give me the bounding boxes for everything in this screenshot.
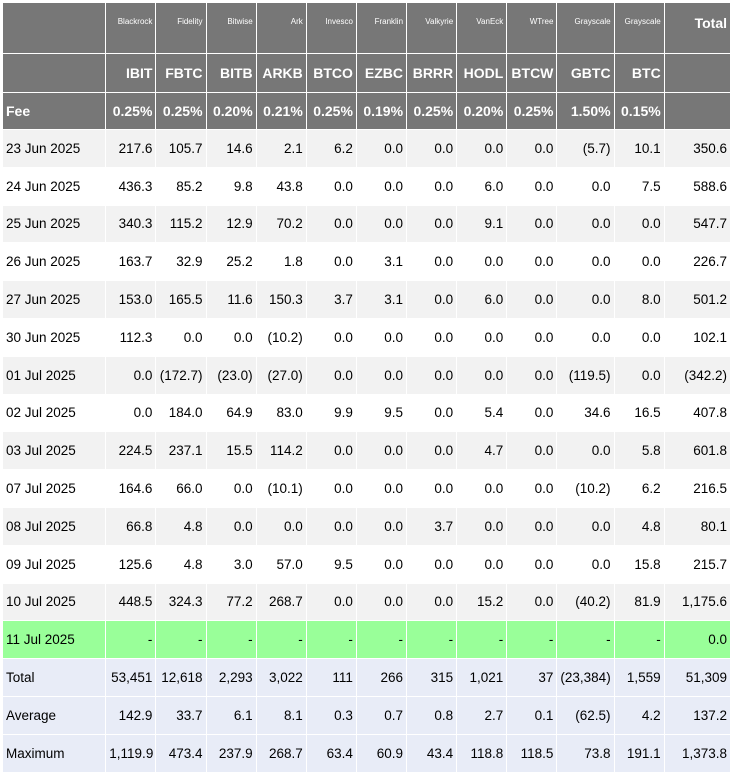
flow-cell: 15.2 bbox=[457, 583, 507, 621]
table-row bbox=[3, 545, 731, 583]
summary-cell: 3,022 bbox=[256, 659, 306, 697]
row-total: 501.2 bbox=[664, 281, 730, 319]
flow-cell: 66.0 bbox=[156, 470, 206, 508]
flow-cell: 3.1 bbox=[356, 243, 406, 281]
flow-cell: 448.5 bbox=[106, 583, 156, 621]
summary-cell: 1,021 bbox=[457, 659, 507, 697]
flow-cell: 3.0 bbox=[206, 545, 256, 583]
flow-cell: 11.6 bbox=[206, 281, 256, 319]
header-ticker-row bbox=[3, 54, 731, 93]
flow-cell: 0.0 bbox=[507, 130, 557, 168]
flow-cell: 9.1 bbox=[457, 205, 507, 243]
etf-flow-table bbox=[2, 2, 731, 773]
flow-cell: 0.0 bbox=[457, 130, 507, 168]
summary-label: Total bbox=[3, 659, 106, 697]
flow-cell: 0.0 bbox=[356, 507, 406, 545]
ticker-symbol: BRRR bbox=[407, 54, 457, 93]
flow-cell: (5.7) bbox=[557, 130, 614, 168]
row-date: 23 Jun 2025 bbox=[3, 130, 106, 168]
flow-cell: - bbox=[256, 621, 306, 659]
row-date: 26 Jun 2025 bbox=[3, 243, 106, 281]
flow-cell: 6.2 bbox=[614, 470, 664, 508]
row-total: 0.0 bbox=[664, 621, 730, 659]
row-date: 07 Jul 2025 bbox=[3, 470, 106, 508]
summary-cell: 8.1 bbox=[256, 697, 306, 735]
row-total: 80.1 bbox=[664, 507, 730, 545]
flow-cell: 0.0 bbox=[457, 507, 507, 545]
issuer-name: Invesco bbox=[306, 3, 356, 54]
flow-cell: 0.0 bbox=[407, 281, 457, 319]
flow-cell: 0.0 bbox=[206, 318, 256, 356]
flow-cell: 0.0 bbox=[407, 205, 457, 243]
flow-cell: 0.0 bbox=[407, 432, 457, 470]
flow-cell: 0.0 bbox=[407, 167, 457, 205]
flow-cell: 0.0 bbox=[457, 470, 507, 508]
summary-cell: 0.8 bbox=[407, 697, 457, 735]
issuer-name: Blackrock bbox=[106, 3, 156, 54]
flow-cell: 0.0 bbox=[306, 507, 356, 545]
flow-cell: 6.2 bbox=[306, 130, 356, 168]
flow-cell: 0.0 bbox=[356, 545, 406, 583]
flow-cell: 16.5 bbox=[614, 394, 664, 432]
flow-cell: 0.0 bbox=[557, 507, 614, 545]
flow-cell: 0.0 bbox=[356, 583, 406, 621]
row-total: 215.7 bbox=[664, 545, 730, 583]
summary-label: Maximum bbox=[3, 735, 106, 773]
table-row bbox=[3, 130, 731, 168]
flow-cell: 324.3 bbox=[156, 583, 206, 621]
flow-cell: 0.0 bbox=[156, 318, 206, 356]
row-total: 350.6 bbox=[664, 130, 730, 168]
ticker-symbol: BTCO bbox=[306, 54, 356, 93]
summary-row bbox=[3, 697, 731, 735]
row-total: 601.8 bbox=[664, 432, 730, 470]
flow-cell: 0.0 bbox=[356, 130, 406, 168]
summary-cell: 142.9 bbox=[106, 697, 156, 735]
flow-cell: 83.0 bbox=[256, 394, 306, 432]
row-date: 30 Jun 2025 bbox=[3, 318, 106, 356]
flow-cell: 0.0 bbox=[507, 470, 557, 508]
flow-cell: 0.0 bbox=[457, 356, 507, 394]
row-date: 25 Jun 2025 bbox=[3, 205, 106, 243]
flow-cell: 0.0 bbox=[457, 545, 507, 583]
flow-cell: 3.7 bbox=[306, 281, 356, 319]
flow-cell: 153.0 bbox=[106, 281, 156, 319]
flow-cell: 9.5 bbox=[306, 545, 356, 583]
fee-value: 0.25% bbox=[106, 93, 156, 130]
header-fee-row bbox=[3, 93, 731, 130]
table-row bbox=[3, 205, 731, 243]
row-date: 01 Jul 2025 bbox=[3, 356, 106, 394]
flow-cell: - bbox=[356, 621, 406, 659]
table-row bbox=[3, 281, 731, 319]
flow-cell: 0.0 bbox=[306, 318, 356, 356]
flow-cell: 112.3 bbox=[106, 318, 156, 356]
fee-value: 0.20% bbox=[457, 93, 507, 130]
flow-cell: 0.0 bbox=[507, 432, 557, 470]
flow-cell: 115.2 bbox=[156, 205, 206, 243]
fee-value: 0.15% bbox=[614, 93, 664, 130]
flow-cell: - bbox=[407, 621, 457, 659]
flow-cell: 0.0 bbox=[306, 167, 356, 205]
flow-cell: 0.0 bbox=[106, 394, 156, 432]
flow-cell: 12.9 bbox=[206, 205, 256, 243]
flow-cell: - bbox=[557, 621, 614, 659]
flow-cell: 1.8 bbox=[256, 243, 306, 281]
flow-cell: 0.0 bbox=[614, 318, 664, 356]
flow-cell: 9.5 bbox=[356, 394, 406, 432]
flow-cell: 6.0 bbox=[457, 167, 507, 205]
flow-cell: 0.0 bbox=[356, 205, 406, 243]
flow-cell: 0.0 bbox=[457, 243, 507, 281]
row-total: 1,175.6 bbox=[664, 583, 730, 621]
flow-cell: - bbox=[156, 621, 206, 659]
summary-row bbox=[3, 735, 731, 773]
flow-cell: 0.0 bbox=[507, 394, 557, 432]
flow-cell: 0.0 bbox=[356, 167, 406, 205]
flow-cell: 81.9 bbox=[614, 583, 664, 621]
flow-cell: 0.0 bbox=[557, 243, 614, 281]
summary-cell: 6.1 bbox=[206, 697, 256, 735]
flow-cell: 2.1 bbox=[256, 130, 306, 168]
fee-value: 1.50% bbox=[557, 93, 614, 130]
flow-cell: 0.0 bbox=[407, 356, 457, 394]
flow-cell: 9.8 bbox=[206, 167, 256, 205]
flow-cell: (27.0) bbox=[256, 356, 306, 394]
summary-cell: 473.4 bbox=[156, 735, 206, 773]
flow-cell: 0.0 bbox=[356, 432, 406, 470]
table-row bbox=[3, 507, 731, 545]
table-row bbox=[3, 318, 731, 356]
summary-total: 137.2 bbox=[664, 697, 730, 735]
flow-cell: 0.0 bbox=[457, 318, 507, 356]
issuer-name: Ark bbox=[256, 3, 306, 54]
flow-cell: 14.6 bbox=[206, 130, 256, 168]
row-total: 226.7 bbox=[664, 243, 730, 281]
summary-cell: 191.1 bbox=[614, 735, 664, 773]
flow-cell: 85.2 bbox=[156, 167, 206, 205]
row-total: 102.1 bbox=[664, 318, 730, 356]
flow-cell: - bbox=[507, 621, 557, 659]
flow-cell: 0.0 bbox=[614, 356, 664, 394]
summary-cell: 1,119.9 bbox=[106, 735, 156, 773]
summary-cell: 0.1 bbox=[507, 697, 557, 735]
fee-value: 0.25% bbox=[156, 93, 206, 130]
flow-cell: 217.6 bbox=[106, 130, 156, 168]
table-row bbox=[3, 432, 731, 470]
row-date: 11 Jul 2025 bbox=[3, 621, 106, 659]
header-blank bbox=[664, 54, 730, 93]
flow-cell: 0.0 bbox=[507, 545, 557, 583]
flow-cell: 9.9 bbox=[306, 394, 356, 432]
summary-cell: 60.9 bbox=[356, 735, 406, 773]
flow-cell: 0.0 bbox=[507, 507, 557, 545]
summary-cell: 118.8 bbox=[457, 735, 507, 773]
summary-cell: 237.9 bbox=[206, 735, 256, 773]
flow-cell: 0.0 bbox=[507, 356, 557, 394]
summary-cell: (23,384) bbox=[557, 659, 614, 697]
table-row bbox=[3, 356, 731, 394]
flow-cell: 0.0 bbox=[306, 205, 356, 243]
summary-cell: 4.2 bbox=[614, 697, 664, 735]
ticker-symbol: BTC bbox=[614, 54, 664, 93]
flow-cell: - bbox=[106, 621, 156, 659]
flow-cell: 0.0 bbox=[557, 281, 614, 319]
total-column-header: Total bbox=[664, 3, 730, 54]
flow-cell: 5.4 bbox=[457, 394, 507, 432]
summary-cell: 53,451 bbox=[106, 659, 156, 697]
row-date: 24 Jun 2025 bbox=[3, 167, 106, 205]
summary-cell: 111 bbox=[306, 659, 356, 697]
ticker-symbol: BITB bbox=[206, 54, 256, 93]
ticker-symbol: HODL bbox=[457, 54, 507, 93]
row-date: 03 Jul 2025 bbox=[3, 432, 106, 470]
summary-cell: 0.3 bbox=[306, 697, 356, 735]
table-row bbox=[3, 621, 731, 659]
ticker-symbol: ARKB bbox=[256, 54, 306, 93]
summary-cell: 1,559 bbox=[614, 659, 664, 697]
fee-label: Fee bbox=[3, 93, 106, 130]
flow-cell: 0.0 bbox=[306, 583, 356, 621]
row-date: 27 Jun 2025 bbox=[3, 281, 106, 319]
flow-cell: 0.0 bbox=[507, 318, 557, 356]
summary-cell: 2,293 bbox=[206, 659, 256, 697]
flow-cell: 4.7 bbox=[457, 432, 507, 470]
flow-cell: 0.0 bbox=[106, 356, 156, 394]
flow-cell: 105.7 bbox=[156, 130, 206, 168]
flow-cell: (172.7) bbox=[156, 356, 206, 394]
flow-cell: 165.5 bbox=[156, 281, 206, 319]
flow-cell: 0.0 bbox=[407, 394, 457, 432]
summary-total: 51,309 bbox=[664, 659, 730, 697]
flow-cell: 25.2 bbox=[206, 243, 256, 281]
fee-value: 0.25% bbox=[507, 93, 557, 130]
flow-cell: 70.2 bbox=[256, 205, 306, 243]
flow-cell: 0.0 bbox=[256, 507, 306, 545]
flow-cell: 0.0 bbox=[507, 167, 557, 205]
flow-cell: 0.0 bbox=[557, 318, 614, 356]
ticker-symbol: EZBC bbox=[356, 54, 406, 93]
flow-cell: 4.8 bbox=[156, 545, 206, 583]
flow-cell: 10.1 bbox=[614, 130, 664, 168]
flow-cell: 0.0 bbox=[407, 318, 457, 356]
flow-cell: 0.0 bbox=[306, 243, 356, 281]
flow-cell: 4.8 bbox=[614, 507, 664, 545]
row-total: 216.5 bbox=[664, 470, 730, 508]
flow-cell: 0.0 bbox=[356, 318, 406, 356]
issuer-name: VanEck bbox=[457, 3, 507, 54]
issuer-name: Franklin bbox=[356, 3, 406, 54]
flow-cell: 57.0 bbox=[256, 545, 306, 583]
flow-cell: 77.2 bbox=[206, 583, 256, 621]
fee-value: 0.25% bbox=[407, 93, 457, 130]
summary-row bbox=[3, 659, 731, 697]
flow-cell: 0.0 bbox=[407, 470, 457, 508]
issuer-name: Grayscale bbox=[557, 3, 614, 54]
flow-cell: 0.0 bbox=[507, 243, 557, 281]
flow-cell: 436.3 bbox=[106, 167, 156, 205]
issuer-name: Valkyrie bbox=[407, 3, 457, 54]
ticker-symbol: BTCW bbox=[507, 54, 557, 93]
flow-cell: 125.6 bbox=[106, 545, 156, 583]
flow-cell: 224.5 bbox=[106, 432, 156, 470]
flow-cell: 237.1 bbox=[156, 432, 206, 470]
flow-cell: 66.8 bbox=[106, 507, 156, 545]
flow-cell: 3.1 bbox=[356, 281, 406, 319]
header-blank bbox=[3, 54, 106, 93]
flow-cell: - bbox=[206, 621, 256, 659]
flow-cell: 150.3 bbox=[256, 281, 306, 319]
flow-cell: 0.0 bbox=[557, 545, 614, 583]
flow-cell: 268.7 bbox=[256, 583, 306, 621]
issuer-name: Grayscale bbox=[614, 3, 664, 54]
flow-cell: 164.6 bbox=[106, 470, 156, 508]
header-issuer-row bbox=[3, 3, 731, 54]
ticker-symbol: IBIT bbox=[106, 54, 156, 93]
row-date: 09 Jul 2025 bbox=[3, 545, 106, 583]
flow-cell: 0.0 bbox=[507, 281, 557, 319]
table-row bbox=[3, 394, 731, 432]
summary-cell: 12,618 bbox=[156, 659, 206, 697]
flow-cell: (119.5) bbox=[557, 356, 614, 394]
row-date: 10 Jul 2025 bbox=[3, 583, 106, 621]
fee-value: 0.19% bbox=[356, 93, 406, 130]
flow-cell: 15.5 bbox=[206, 432, 256, 470]
flow-cell: 0.0 bbox=[557, 167, 614, 205]
summary-cell: 268.7 bbox=[256, 735, 306, 773]
row-total: 547.7 bbox=[664, 205, 730, 243]
flow-cell: 0.0 bbox=[206, 507, 256, 545]
flow-cell: 163.7 bbox=[106, 243, 156, 281]
flow-cell: 0.0 bbox=[614, 243, 664, 281]
flow-cell: - bbox=[457, 621, 507, 659]
summary-cell: 315 bbox=[407, 659, 457, 697]
summary-label: Average bbox=[3, 697, 106, 735]
flow-cell: 7.5 bbox=[614, 167, 664, 205]
flow-cell: - bbox=[614, 621, 664, 659]
summary-cell: 43.4 bbox=[407, 735, 457, 773]
flow-cell: 0.0 bbox=[614, 205, 664, 243]
flow-cell: 0.0 bbox=[407, 545, 457, 583]
summary-cell: 37 bbox=[507, 659, 557, 697]
flow-cell: (40.2) bbox=[557, 583, 614, 621]
flow-cell: (10.2) bbox=[557, 470, 614, 508]
flow-cell: 0.0 bbox=[306, 470, 356, 508]
summary-cell: 2.7 bbox=[457, 697, 507, 735]
header-corner bbox=[3, 3, 106, 54]
flow-cell: (10.2) bbox=[256, 318, 306, 356]
flow-cell: 0.0 bbox=[507, 205, 557, 243]
flow-cell: 4.8 bbox=[156, 507, 206, 545]
flow-cell: 0.0 bbox=[407, 243, 457, 281]
flow-cell: - bbox=[306, 621, 356, 659]
fee-value: 0.21% bbox=[256, 93, 306, 130]
flow-cell: 0.0 bbox=[407, 130, 457, 168]
header-blank bbox=[664, 93, 730, 130]
fee-value: 0.20% bbox=[206, 93, 256, 130]
flow-cell: 0.0 bbox=[206, 470, 256, 508]
flow-cell: 34.6 bbox=[557, 394, 614, 432]
flow-cell: 0.0 bbox=[557, 432, 614, 470]
summary-cell: 73.8 bbox=[557, 735, 614, 773]
flow-cell: 15.8 bbox=[614, 545, 664, 583]
flow-cell: 43.8 bbox=[256, 167, 306, 205]
row-total: 588.6 bbox=[664, 167, 730, 205]
flow-cell: 184.0 bbox=[156, 394, 206, 432]
flow-cell: 3.7 bbox=[407, 507, 457, 545]
flow-cell: 5.8 bbox=[614, 432, 664, 470]
summary-cell: 118.5 bbox=[507, 735, 557, 773]
summary-cell: (62.5) bbox=[557, 697, 614, 735]
issuer-name: Bitwise bbox=[206, 3, 256, 54]
row-total: (342.2) bbox=[664, 356, 730, 394]
flow-cell: 0.0 bbox=[557, 205, 614, 243]
flow-cell: 6.0 bbox=[457, 281, 507, 319]
flow-cell: 0.0 bbox=[507, 583, 557, 621]
flow-cell: 114.2 bbox=[256, 432, 306, 470]
table-row bbox=[3, 243, 731, 281]
ticker-symbol: GBTC bbox=[557, 54, 614, 93]
flow-cell: 64.9 bbox=[206, 394, 256, 432]
table-row bbox=[3, 583, 731, 621]
flow-cell: 0.0 bbox=[356, 356, 406, 394]
summary-cell: 0.7 bbox=[356, 697, 406, 735]
flow-cell: 8.0 bbox=[614, 281, 664, 319]
issuer-name: WTree bbox=[507, 3, 557, 54]
flow-cell: 0.0 bbox=[356, 470, 406, 508]
flow-cell: 0.0 bbox=[306, 356, 356, 394]
flow-cell: 0.0 bbox=[407, 583, 457, 621]
summary-total: 1,373.8 bbox=[664, 735, 730, 773]
table-row bbox=[3, 470, 731, 508]
summary-cell: 63.4 bbox=[306, 735, 356, 773]
flow-cell: 32.9 bbox=[156, 243, 206, 281]
flow-cell: (23.0) bbox=[206, 356, 256, 394]
table-row bbox=[3, 167, 731, 205]
flow-cell: 340.3 bbox=[106, 205, 156, 243]
row-total: 407.8 bbox=[664, 394, 730, 432]
issuer-name: Fidelity bbox=[156, 3, 206, 54]
summary-cell: 33.7 bbox=[156, 697, 206, 735]
row-date: 02 Jul 2025 bbox=[3, 394, 106, 432]
summary-cell: 266 bbox=[356, 659, 406, 697]
flow-cell: 0.0 bbox=[306, 432, 356, 470]
row-date: 08 Jul 2025 bbox=[3, 507, 106, 545]
flow-cell: (10.1) bbox=[256, 470, 306, 508]
fee-value: 0.25% bbox=[306, 93, 356, 130]
ticker-symbol: FBTC bbox=[156, 54, 206, 93]
